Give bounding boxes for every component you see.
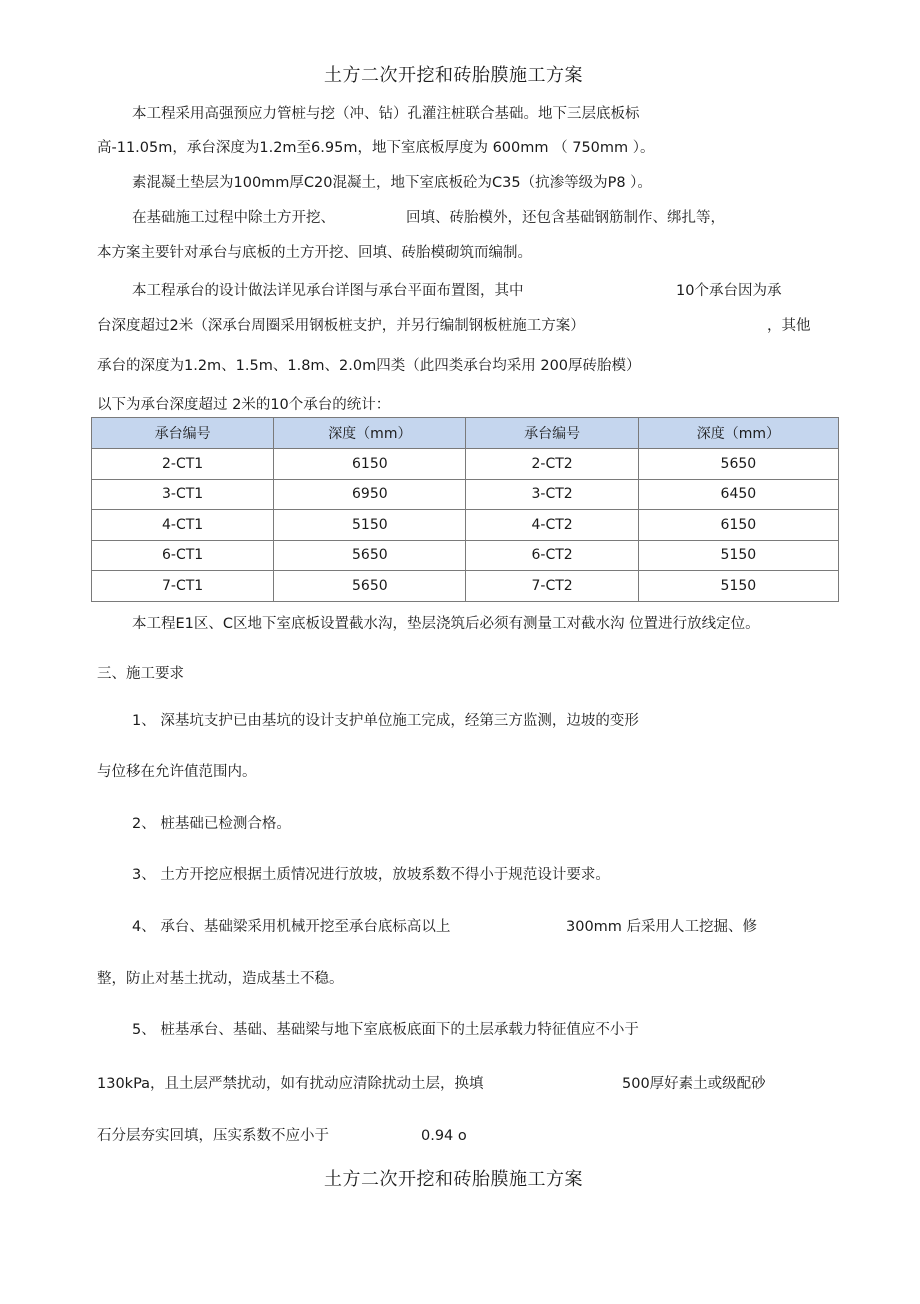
paragraph-scope-line2: 本方案主要针对承台与底板的土方开挖、回填、砖胎模砌筑而编制。 xyxy=(97,245,532,261)
cell-cap-id: 4-CT1 xyxy=(92,510,274,541)
table-row xyxy=(92,449,839,480)
cell-depth: 5650 xyxy=(274,571,466,602)
requirement-5-line3a: 石分层夯实回填，压实系数不应小于 xyxy=(97,1128,329,1144)
paragraph-foundation-line1: 本工程采用高强预应力管桩与挖（冲、钻）孔灌注桩联合基础。地下三层底板标 xyxy=(132,106,640,122)
page-title: 土方二次开挖和砖胎膜施工方案 xyxy=(324,65,583,86)
requirement-2: 2、 桩基础已检测合格。 xyxy=(132,816,291,832)
requirement-5-line2a: 130kPa，且土层严禁扰动，如有扰动应清除扰动土层，换填 xyxy=(97,1076,484,1092)
paragraph-scope-line1b: 回填、砖胎模外，还包含基础钢筋制作、绑扎等， xyxy=(406,210,725,226)
table-header-row xyxy=(92,418,839,449)
footer-title: 土方二次开挖和砖胎膜施工方案 xyxy=(324,1169,583,1190)
cell-depth: 5150 xyxy=(638,540,838,571)
cell-depth: 6150 xyxy=(638,510,838,541)
cell-cap-id: 7-CT1 xyxy=(92,571,274,602)
paragraph-design-line1a: 本工程承台的设计做法详见承台详图与承台平面布置图，其中 xyxy=(132,283,524,299)
paragraph-scope-line1a: 在基础施工过程中除土方开挖、 xyxy=(132,210,335,226)
cell-cap-id: 3-CT1 xyxy=(92,479,274,510)
header-cap-id-2: 承台编号 xyxy=(466,418,638,449)
table-row xyxy=(92,540,839,571)
requirement-1-line2: 与位移在允许值范围内。 xyxy=(97,764,257,780)
header-depth-2: 深度（mm） xyxy=(638,418,838,449)
deep-cap-table xyxy=(91,417,839,602)
paragraph-design-line3: 承台的深度为1.2m、1.5m、1.8m、2.0m四类（此四类承台均采用 200厚砖胎模） xyxy=(97,358,641,374)
cell-depth: 5150 xyxy=(274,510,466,541)
cell-cap-id: 2-CT2 xyxy=(466,449,638,480)
cell-depth: 6950 xyxy=(274,479,466,510)
cell-cap-id: 4-CT2 xyxy=(466,510,638,541)
cell-cap-id: 6-CT2 xyxy=(466,540,638,571)
paragraph-cushion: 素混凝土垫层为100mm厚C20混凝土，地下室底板砼为C35（抗渗等级为P8 ）。 xyxy=(132,175,652,191)
cell-cap-id: 7-CT2 xyxy=(466,571,638,602)
requirement-5-line1: 5、 桩基承台、基础、基础梁与地下室底板底面下的土层承载力特征值应不小于 xyxy=(132,1022,639,1038)
cell-depth: 6150 xyxy=(274,449,466,480)
requirement-4-line1a: 4、 承台、基础梁采用机械开挖至承台底标高以上 xyxy=(132,919,451,935)
requirement-4-line2: 整，防止对基土扰动，造成基土不稳。 xyxy=(97,971,344,987)
cell-depth: 5650 xyxy=(638,449,838,480)
paragraph-foundation-line2: 高-11.05m，承台深度为1.2m至6.95m，地下室底板厚度为 600mm （ 750mm ）。 xyxy=(97,140,655,156)
requirement-5-line3b: 0.94 o xyxy=(421,1128,467,1144)
table-row xyxy=(92,571,839,602)
requirement-5-line2b: 500厚好素土或级配砂 xyxy=(622,1076,766,1092)
header-depth-1: 深度（mm） xyxy=(274,418,466,449)
table-caption: 以下为承台深度超过 2米的10个承台的统计： xyxy=(97,397,391,413)
requirement-4-line1b: 300mm 后采用人工挖掘、修 xyxy=(566,919,758,935)
cell-cap-id: 2-CT1 xyxy=(92,449,274,480)
cell-depth: 6450 xyxy=(638,479,838,510)
paragraph-design-line2b: ，其他 xyxy=(767,318,811,334)
requirement-1-line1: 1、 深基坑支护已由基坑的设计支护单位施工完成，经第三方监测，边坡的变形 xyxy=(132,713,639,729)
table-row xyxy=(92,479,839,510)
table-row xyxy=(92,510,839,541)
cell-cap-id: 6-CT1 xyxy=(92,540,274,571)
header-cap-id-1: 承台编号 xyxy=(92,418,274,449)
requirement-3: 3、 土方开挖应根据土质情况进行放坡，放坡系数不得小于规范设计要求。 xyxy=(132,867,610,883)
paragraph-drainage: 本工程E1区、C区地下室底板设置截水沟，垫层浇筑后必须有测量工对截水沟 位置进行放线定位。 xyxy=(132,616,760,632)
cell-depth: 5150 xyxy=(638,571,838,602)
cell-cap-id: 3-CT2 xyxy=(466,479,638,510)
paragraph-design-line1b: 10个承台因为承 xyxy=(676,283,782,299)
cell-depth: 5650 xyxy=(274,540,466,571)
paragraph-design-line2a: 台深度超过2米（深承台周圈采用钢板桩支护，并另行编制钢板桩施工方案） xyxy=(97,318,585,334)
section-heading: 三、施工要求 xyxy=(97,666,184,682)
